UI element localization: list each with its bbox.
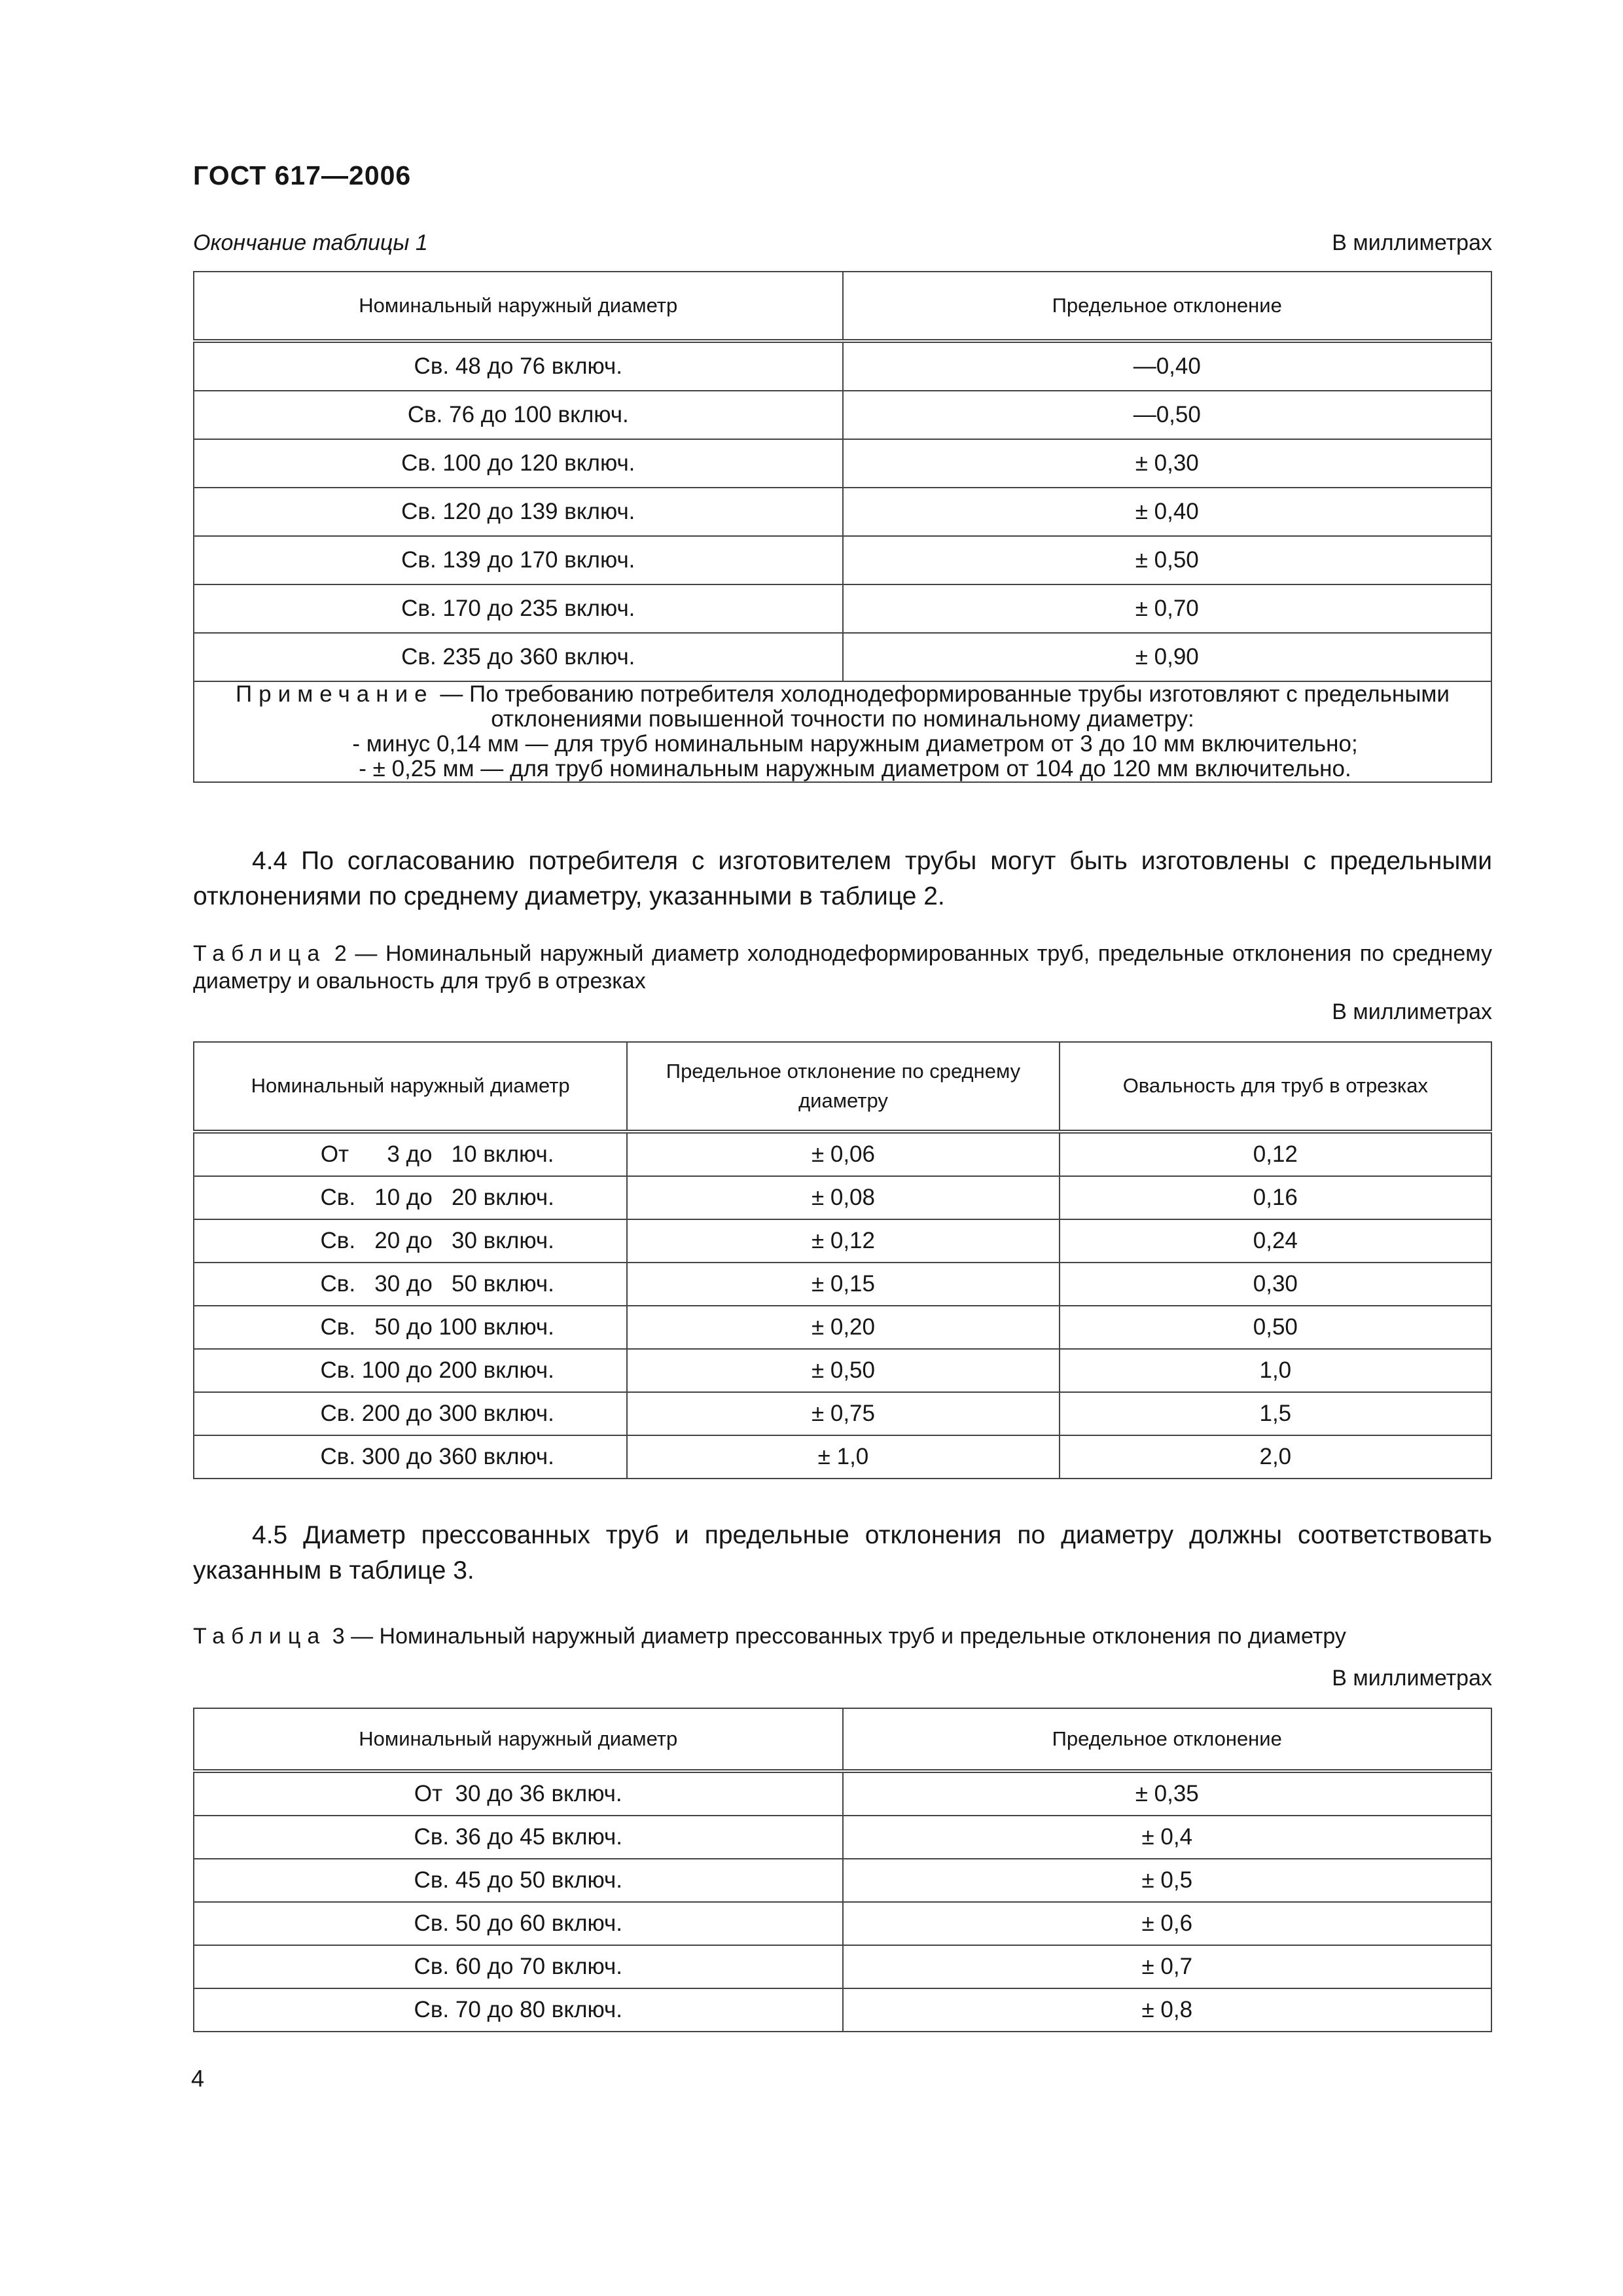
- table3-cell-diameter: Св. 60 до 70 включ.: [194, 1945, 843, 1988]
- table1-caption-row: [193, 230, 1492, 256]
- table2-cell-deviation: ± 1,0: [627, 1435, 1059, 1479]
- table1-continuation-caption: Окончание таблицы 1: [193, 230, 428, 255]
- table3-cell-diameter: Св. 45 до 50 включ.: [194, 1859, 843, 1902]
- table2-cell-ovality: 0,24: [1060, 1219, 1491, 1263]
- table2-cell-ovality: 1,5: [1060, 1392, 1491, 1435]
- table1-note-row: [194, 681, 1491, 782]
- table-row: [194, 536, 1491, 584]
- table-row: [194, 1859, 1491, 1902]
- table-row: [194, 1902, 1491, 1945]
- table-row: [194, 1176, 1491, 1219]
- table2-cell-ovality: 0,30: [1060, 1263, 1491, 1306]
- table2: [193, 1041, 1492, 1479]
- table3-cell-deviation: ± 0,6: [843, 1902, 1492, 1945]
- table1-cell-deviation: ± 0,50: [843, 536, 1492, 584]
- note-item: - ± 0,25 мм — для труб номинальным наружным диаметром от 104 до 120 мм включительно.: [359, 756, 1351, 781]
- table2-cell-deviation: ± 0,12: [627, 1219, 1059, 1263]
- table-row: [194, 1349, 1491, 1392]
- table-row: [194, 1392, 1491, 1435]
- table3-cell-diameter: От 30 до 36 включ.: [194, 1771, 843, 1816]
- table-row: [194, 1988, 1491, 2032]
- table-row: [194, 391, 1491, 439]
- table1-cell-diameter: Св. 120 до 139 включ.: [194, 488, 843, 536]
- table1-header-deviation: Предельное отклонение: [843, 272, 1492, 341]
- table2-cell-diameter: Св. 50 до 100 включ.: [194, 1306, 627, 1349]
- table-row: [194, 439, 1491, 488]
- paragraph-4-5: 4.5 Диаметр прессованных труб и предельные отклонения по диаметру должны соответствовать указанным в таблице 3.: [193, 1521, 1492, 1585]
- table2-cell-ovality: 1,0: [1060, 1349, 1491, 1392]
- table-row: [194, 488, 1491, 536]
- table2-cell-diameter: Св. 10 до 20 включ.: [194, 1176, 627, 1219]
- table1-note: [194, 681, 1491, 782]
- table2-cell-diameter: От 3 до 10 включ.: [194, 1132, 627, 1176]
- table2-header-diameter: Номинальный наружный диаметр: [194, 1042, 627, 1132]
- table3-cell-deviation: ± 0,8: [843, 1988, 1492, 2032]
- note-text: — По требованию потребителя холоднодеформированные трубы изготовляют с предельными отклонениями повышенной точности по номинальному диаметру:: [433, 681, 1450, 732]
- table2-cell-deviation: ± 0,06: [627, 1132, 1059, 1176]
- table-row: [194, 1306, 1491, 1349]
- table1-cell-deviation: —0,50: [843, 391, 1492, 439]
- table1-cell-diameter: Св. 100 до 120 включ.: [194, 439, 843, 488]
- table3-cell-deviation: ± 0,5: [843, 1859, 1492, 1902]
- table2-header-mean-deviation: Предельное отклонение по среднему диаметру: [627, 1042, 1059, 1132]
- table3-cell-diameter: Св. 36 до 45 включ.: [194, 1816, 843, 1859]
- table-row: [194, 1771, 1491, 1816]
- table2-cell-ovality: 0,12: [1060, 1132, 1491, 1176]
- table2-cell-diameter: Св. 300 до 360 включ.: [194, 1435, 627, 1479]
- table1-cell-deviation: ± 0,30: [843, 439, 1492, 488]
- table3-header-deviation: Предельное отклонение: [843, 1708, 1492, 1771]
- table-row: [194, 1219, 1491, 1263]
- table2-cell-diameter: Св. 20 до 30 включ.: [194, 1219, 627, 1263]
- table2-cell-ovality: 0,16: [1060, 1176, 1491, 1219]
- table1-units: В миллиметрах: [1332, 230, 1492, 255]
- table1-header-diameter: Номинальный наружный диаметр: [194, 272, 843, 341]
- table2-cell-deviation: ± 0,50: [627, 1349, 1059, 1392]
- table3: [193, 1708, 1492, 2032]
- table2-cell-diameter: Св. 100 до 200 включ.: [194, 1349, 627, 1392]
- table2-cell-deviation: ± 0,20: [627, 1306, 1059, 1349]
- table1-cell-deviation: ± 0,70: [843, 584, 1492, 633]
- table2-cell-diameter: Св. 30 до 50 включ.: [194, 1263, 627, 1306]
- table3-cell-deviation: ± 0,7: [843, 1945, 1492, 1988]
- table2-cell-ovality: 2,0: [1060, 1435, 1491, 1479]
- table1-cell-diameter: Св. 235 до 360 включ.: [194, 633, 843, 681]
- document-header: ГОСТ 617—2006: [193, 160, 412, 190]
- table1-cell-deviation: ± 0,40: [843, 488, 1492, 536]
- table3-header-diameter: Номинальный наружный диаметр: [194, 1708, 843, 1771]
- table-row: [194, 341, 1491, 391]
- table2-header-ovality: Овальность для труб в отрезках: [1060, 1042, 1491, 1132]
- table3-cell-diameter: Св. 50 до 60 включ.: [194, 1902, 843, 1945]
- table-row: [194, 584, 1491, 633]
- table3-cell-deviation: ± 0,4: [843, 1816, 1492, 1859]
- table2-cell-diameter: Св. 200 до 300 включ.: [194, 1392, 627, 1435]
- table2-cell-ovality: 0,50: [1060, 1306, 1491, 1349]
- table-row: [194, 1945, 1491, 1988]
- table-row: [194, 1816, 1491, 1859]
- table1-cell-diameter: Св. 139 до 170 включ.: [194, 536, 843, 584]
- table1: [193, 271, 1492, 783]
- page-number: 4: [191, 2065, 205, 2092]
- table-row: [194, 1263, 1491, 1306]
- table3-caption: [193, 1623, 1492, 1650]
- table2-cell-deviation: ± 0,15: [627, 1263, 1059, 1306]
- table1-cell-deviation: ± 0,90: [843, 633, 1492, 681]
- table3-cell-diameter: Св. 70 до 80 включ.: [194, 1988, 843, 2032]
- table3-caption-text: 3 — Номинальный наружный диаметр прессованных труб и предельные отклонения по диаметру: [326, 1624, 1346, 1649]
- table1-cell-deviation: —0,40: [843, 341, 1492, 391]
- table2-caption: [193, 940, 1492, 995]
- table1-cell-diameter: Св. 170 до 235 включ.: [194, 584, 843, 633]
- table-row: [194, 633, 1491, 681]
- table1-cell-diameter: Св. 48 до 76 включ.: [194, 341, 843, 391]
- paragraph-4-4: 4.4 По согласованию потребителя с изготовителем трубы могут быть изготовлены с предельными отклонениями по среднему диаметру, указанными в таблице 2.: [193, 847, 1492, 910]
- table2-cell-deviation: ± 0,08: [627, 1176, 1059, 1219]
- table2-units: В миллиметрах: [1332, 999, 1492, 1024]
- note-item: - минус 0,14 мм — для труб номинальным наружным диаметром от 3 до 10 мм включительно;: [352, 731, 1358, 757]
- table-row: [194, 1132, 1491, 1176]
- table3-cell-deviation: ± 0,35: [843, 1771, 1492, 1816]
- table-row: [194, 1435, 1491, 1479]
- table1-cell-diameter: Св. 76 до 100 включ.: [194, 391, 843, 439]
- table2-cell-deviation: ± 0,75: [627, 1392, 1059, 1435]
- table3-caption-lead: Таблица: [193, 1624, 327, 1649]
- table2-caption-text: 2 — Номинальный наружный диаметр холоднодеформированных труб, предельные отклонения по среднему диаметру и овальность для труб в отрезках: [193, 941, 1492, 994]
- note-lead: Примечание: [236, 681, 434, 707]
- table2-caption-lead: Таблица: [193, 941, 327, 966]
- table3-units: В миллиметрах: [1332, 1666, 1492, 1691]
